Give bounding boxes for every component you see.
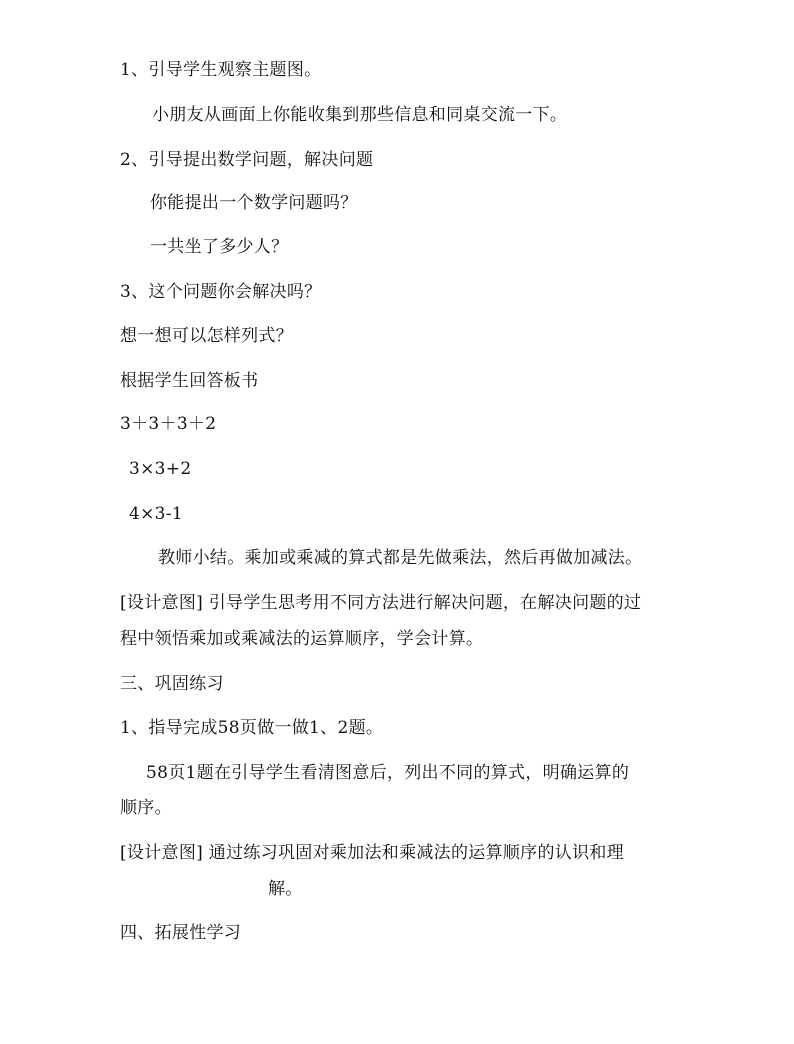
board-note: 根据学生回答板书 [120, 371, 259, 391]
design-intent-1-line-2: 程中领悟乘加或乘减法的运算顺序，学会计算。 [120, 629, 484, 649]
exercise-instruction: 1、指导完成58页做一做1、2题。 [120, 718, 384, 738]
question-example: 一共坐了多少人？ [150, 237, 289, 257]
expression-2: 3×3+2 [129, 459, 192, 479]
section-3-heading: 三、巩固练习 [120, 674, 224, 694]
teacher-summary: 教师小结。乘加或乘减的算式都是先做乘法，然后再做加减法。 [158, 548, 643, 568]
exercise-detail-line-2: 顺序。 [120, 798, 172, 818]
section-4-heading: 四、拓展性学习 [120, 923, 242, 943]
formula-prompt: 想一想可以怎样列式？ [120, 326, 293, 346]
design-intent-1-line-1: [设计意图] 引导学生思考用不同方法进行解决问题，在解决问题的过 [120, 593, 642, 613]
step-3-heading: 3、这个问题你会解决吗？ [120, 282, 322, 302]
expression-3: 4×3-1 [129, 504, 183, 524]
step-2-heading: 2、引导提出数学问题，解决问题 [120, 150, 374, 170]
design-intent-2-line-1: [设计意图] 通过练习巩固对乘加法和乘减法的运算顺序的认识和理 [120, 843, 624, 863]
question-prompt: 你能提出一个数学问题吗？ [150, 193, 358, 213]
exercise-detail-line-1: 58页1题在引导学生看清图意后，列出不同的算式，明确运算的 [146, 763, 630, 783]
step-1-prompt: 小朋友从画面上你能收集到那些信息和同桌交流一下。 [152, 105, 568, 125]
expression-1: 3＋3＋3＋2 [120, 414, 217, 434]
design-intent-2-line-2: 解。 [268, 879, 303, 899]
step-1-heading: 1、引导学生观察主题图。 [120, 60, 322, 80]
